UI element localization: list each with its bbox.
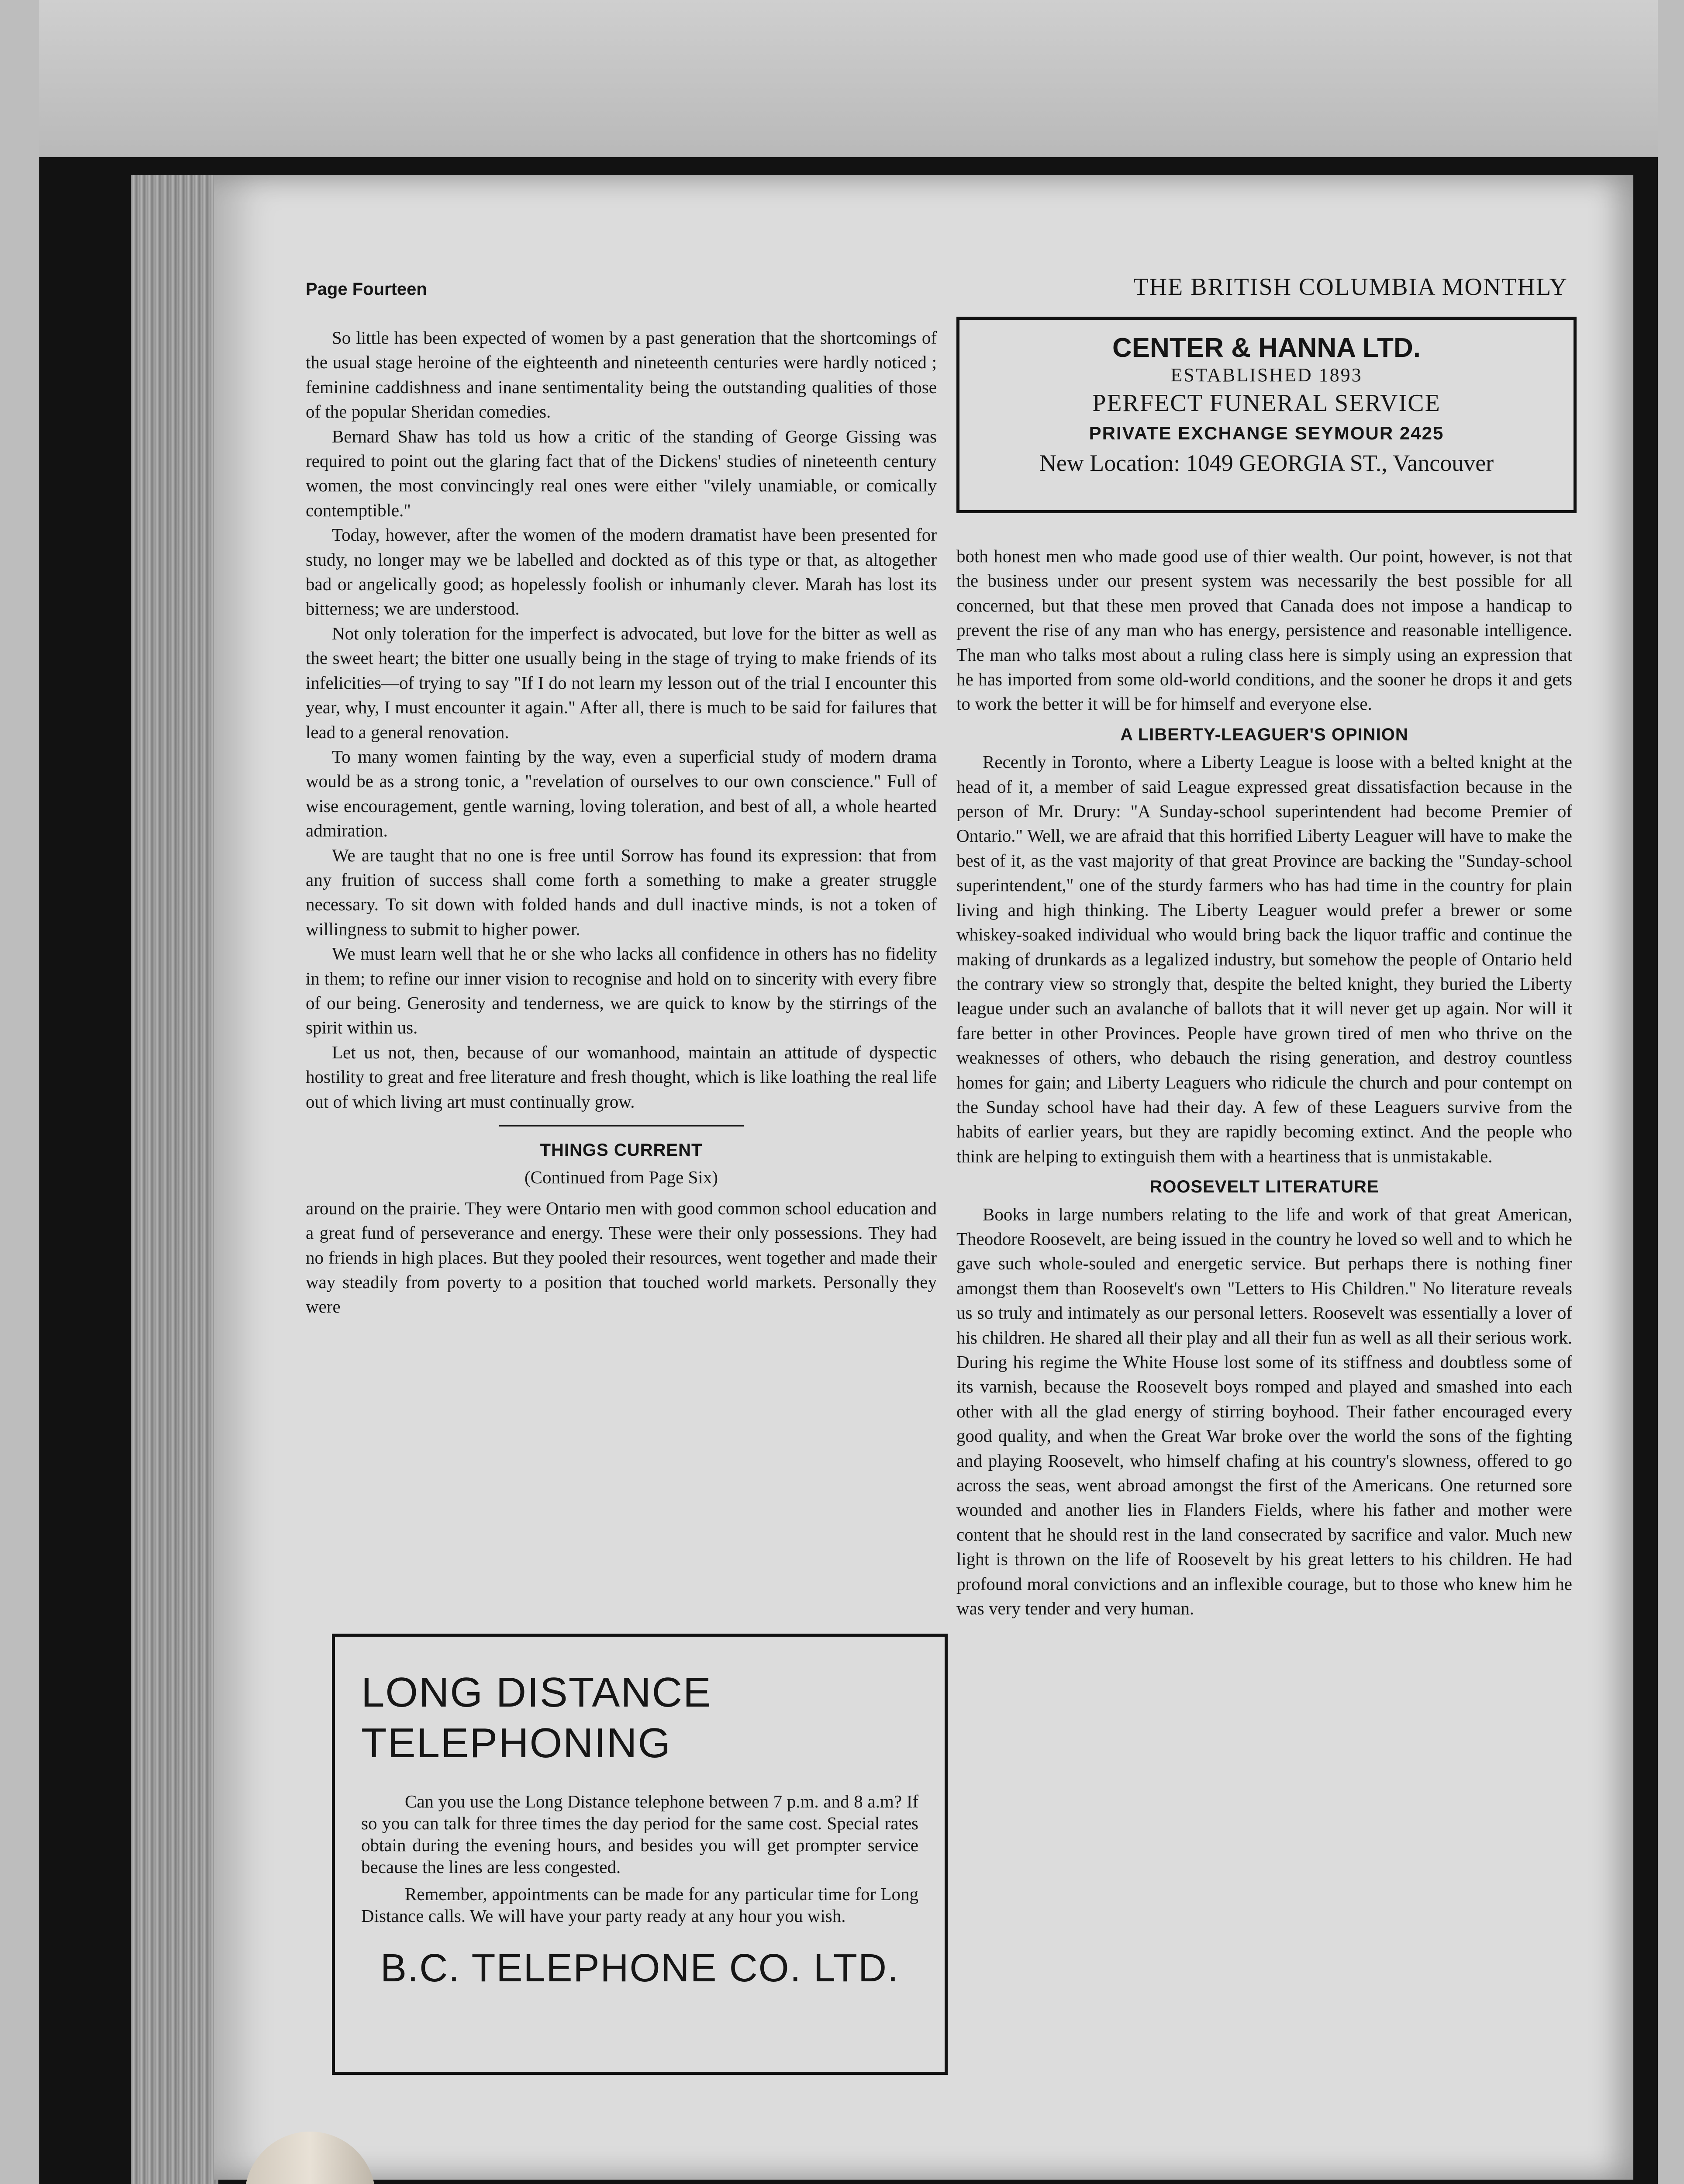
ad-headline-line2: TELEPHONING — [361, 1720, 672, 1766]
center-hanna-advertisement — [956, 317, 1577, 513]
continued-paragraph: both honest men who made good use of thier wealth. Our point, however, is not that the business under our present system was necessarily the best possible for all concerned, but that these men proved that Canada does not impose a handicap to prevent the rise of any man who has energy, persistence and reasonable intelligence. The man who talks most about a ruling class here is simply using an expression that he has imported from some old-world conditions, and the sooner he drops it and gets to work the better it will be for himself and everyone else. — [956, 546, 1572, 714]
photo-backdrop-top — [0, 0, 1684, 157]
magazine-page — [214, 175, 1633, 2180]
ad-service: PERFECT FUNERAL SERVICE — [1092, 390, 1441, 417]
article-paragraph: We must learn well that he or she who lacks all confidence in others has no fidelity in them; to refine our inner vision to recognise and hold on to sincerity with every fibre of our being. Generosity and tenderness, we are quick to know by the stirrings of the spirit within us. — [306, 943, 937, 1038]
ad-body-paragraph: Remember, appointments can be made for any particular time for Long Distance calls. We will have your party ready at any hour you wish. — [361, 1884, 918, 1926]
article-paragraph: We are taught that no one is free until Sorrow has found its expression: that from any fruition of success shall come forth a something to make a greater struggle necessary. To sit down with folded hands and dull inactive minds, is not a token of willingness to submit to higher power. — [306, 845, 937, 939]
page-block-edge — [131, 175, 218, 2184]
page-number: Page Fourteen — [306, 280, 427, 299]
article-paragraph: Not only toleration for the imperfect is advocated, but love for the bitter as well as the sweet heart; the bitter one usually being in the stage of trying to make friends of its infelicities—of trying to say "If I do not learn my lesson out of the trial I encounter this year, why, I must encounter it again." After all, there is much to be said for failures that lead to a general renovation. — [306, 623, 937, 742]
right-column — [956, 544, 1572, 1621]
journal-title: THE BRITISH COLUMBIA MONTHLY — [1133, 273, 1568, 301]
article-paragraph: To many women fainting by the way, even a superficial study of modern drama would be as a strong tonic, a "revelation of ourselves to our own conscience." Full of wise encouragement, gentle warning, loving toleration, and best of all, a whole hearted admiration. — [306, 746, 937, 841]
roosevelt-heading: ROOSEVELT LITERATURE — [1149, 1177, 1379, 1197]
ad-headline-line1: LONG DISTANCE — [361, 1669, 712, 1716]
roosevelt-text: Books in large numbers relating to the life and work of that great American, Theodore Roosevelt, are being issued in the country he loved so well and to which he gave such whole-souled and energetic service. But perhaps there is nothing finer amongst them than Roosevelt's own "Letters to His Children." No literature reveals us so truly and intimately as our personal letters. Roosevelt was essentially a lover of his children. He shared all their play and all their fun as well as all their serious work. During his regime the White House lost some of its stiffness and doubtless some of its varnish, because the Roosevelt boys romped and played and smashed into each other with all the glad energy of stirring boyhood. Their father encouraged every good quality, and when the Great War broke over the world the sons of the fighting and playing Roosevelt, who himself chafing at his country's slowness, offered to go across the seas, went abroad amongst the first of the Americans. One returned sore wounded and another lies in Flanders Fields, where his father and mother were content that he should rest in the land consecrated by sacrifice and valor. Much new light is thrown on the life of Roosevelt by his great letters to his children. He had profound moral convictions and an inflexible courage, but to those who knew him he was very tender and very human. — [956, 1204, 1572, 1619]
ad-company-name: B.C. TELEPHONE CO. LTD. — [380, 1946, 899, 1990]
article-paragraph: Bernard Shaw has told us how a critic of the standing of George Gissing was required to point out the glaring fact that of the Dickens' studies of nineteenth century women, the most convincingly real ones were either "vilely unamiable, or comically contemptible." — [306, 426, 937, 520]
article-paragraph: So little has been expected of women by a past generation that the shortcomings of the usual stage heroine of the eighteenth and nineteenth centuries were hardly noticed ; feminine caddishness and inane sentimentality being the outstanding qualities of those of the popular Sheridan comedies. — [306, 328, 937, 422]
ad-established: ESTABLISHED 1893 — [1170, 364, 1363, 386]
ad-exchange: PRIVATE EXCHANGE SEYMOUR 2425 — [1089, 423, 1444, 443]
things-current-text: around on the prairie. They were Ontario men with good common school education and a great fund of perseverance and energy. These were their only possessions. They had no friends in high places. But they pooled their resources, went together and made their way steadily from poverty to a position that touched world markets. Personally they were — [306, 1198, 937, 1317]
photo-backdrop-right — [1658, 0, 1684, 2184]
ad-company-name: CENTER & HANNA LTD. — [1112, 333, 1421, 363]
section-divider — [499, 1125, 744, 1127]
photo-backdrop-left — [0, 0, 39, 2184]
liberty-leaguer-text: Recently in Toronto, where a Liberty League is loose with a belted knight at the head of it, a member of said League expressed great dissatisfaction because in the person of Mr. Drury: "A Sunday-school superintendent had become Premier of Ontario." Well, we are afraid that this horrified Liberty Leaguer will have to make the best of it, as the vast majority of that great Province are backing the "Sunday-school superintendent," one of the sturdy farmers who has had time in the country for plain living and high thinking. The Liberty Leaguer would prefer a brewer or some whiskey-soaked individual who would bring back the liquor traffic and continue the making of drunkards as a legalized industry, but somehow the people of Ontario held the contrary view so strongly that, despite the belted knight, they buried the Liberty league under such an avalanche of ballots that it will never get up again. Nor will it fare better in other Provinces. People have grown tired of men who thrive on the weaknesses of others, who debauch the rising generation, and destroy countless homes for gain; and Liberty Leaguers who ridicule the church and pour contempt on the Sunday school have had their day. A few of these Leaguers survive from the habits of earlier years, but they are rapidly becoming extinct. And the people who think are helping to extinguish them with a heartiness that is unmistakable. — [956, 752, 1572, 1166]
article-paragraph: Today, however, after the women of the modern dramatist have been presented for study, no longer may we be labelled and dockted as of this type or that, as altogether bad or angelically good; as hopelessly foolish or inhumanly clever. Marah has lost its bitterness; we are understood. — [306, 525, 937, 619]
left-column-article — [306, 325, 937, 1319]
ad-location: New Location: 1049 GEORGIA ST., Vancouver — [1039, 450, 1494, 476]
ad-body-paragraph: Can you use the Long Distance telephone between 7 p.m. and 8 a.m? If so you can talk for three times the day period for the same cost. Special rates obtain during the evening hours, and besides you will get prompter service because the lines are less congested. — [361, 1791, 918, 1877]
article-paragraph: Let us not, then, because of our womanhood, maintain an attitude of dyspectic hostility to great and free literature and fresh thought, which is like loathing the real life out of which living art must continually grow. — [306, 1042, 937, 1112]
things-current-heading: THINGS CURRENT — [540, 1140, 703, 1160]
ad-headline — [361, 1667, 918, 1769]
liberty-leaguer-heading: A LIBERTY-LEAGUER'S OPINION — [1120, 725, 1408, 744]
things-current-subheading: (Continued from Page Six) — [525, 1167, 718, 1188]
ad-body — [361, 1790, 918, 1927]
telephone-advertisement — [332, 1634, 948, 2075]
